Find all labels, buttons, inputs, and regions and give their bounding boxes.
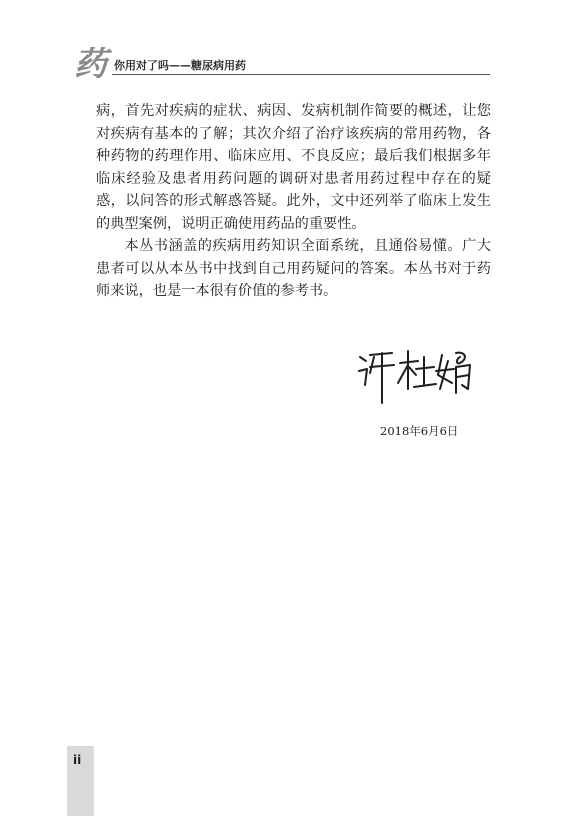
- running-header-title: 你用对了吗——糖尿病用药: [114, 59, 246, 72]
- paragraph-series-summary: 本丛书涵盖的疾病用药知识全面系统，且通俗易懂。广大患者可以从本丛书中找到自己用药疑问的答案。本丛书对于药师来说，也是一本很有价值的参考书。: [96, 238, 491, 299]
- preface-date: 2018年6月6日: [380, 424, 459, 438]
- handwritten-signature: [356, 345, 476, 409]
- page-number: ii: [73, 753, 82, 767]
- header-divider: [112, 74, 490, 75]
- preface-body: [96, 100, 491, 303]
- paragraph-continued: 病，首先对疾病的症状、病因、发病机制作简要的概述，让您对疾病有基本的了解；其次介绍了治疗该疾病的常用药物，各种药物的药理作用、临床应用、不良反应；最后我们根据多年临床经验及患者用药问题的调研对患者用药过程中存在的疑惑，以问答的形式解惑答疑。此外，文中还列举了临床上发生的典型案例，说明正确使用药品的重要性。: [96, 103, 491, 232]
- header-logo-glyph: 药: [74, 44, 107, 83]
